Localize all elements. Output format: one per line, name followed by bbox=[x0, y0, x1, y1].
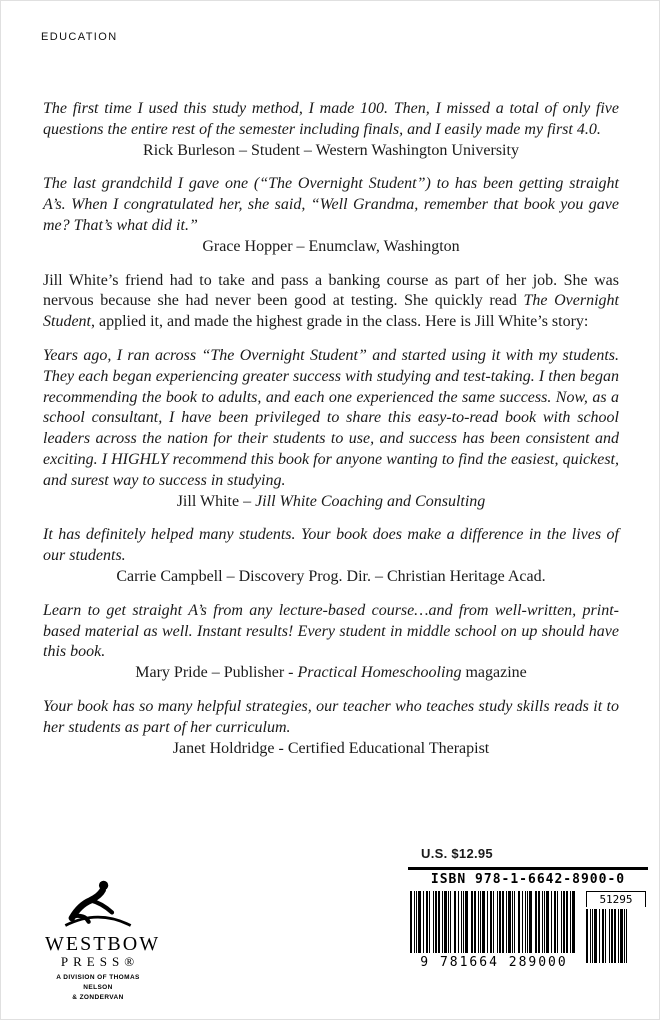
bar bbox=[518, 891, 520, 953]
testimonial-attribution bbox=[43, 237, 619, 258]
bar bbox=[426, 891, 428, 953]
bar bbox=[551, 891, 552, 953]
price-label: U.S. $12.95 bbox=[421, 846, 493, 861]
text-segment: Grace Hopper – Enumclaw, Washington bbox=[202, 237, 460, 255]
publisher-division-line1: A DIVISION OF THOMAS NELSON bbox=[56, 974, 140, 992]
text-segment: Rick Burleson – Student – Western Washington University bbox=[143, 141, 519, 159]
text-segment: Jill White Coaching and Consulting bbox=[255, 492, 486, 510]
bar bbox=[572, 891, 575, 953]
testimonial-attribution bbox=[43, 141, 619, 162]
bar bbox=[418, 891, 421, 953]
bar bbox=[410, 891, 412, 953]
text-segment: It has definitely helped many students. Your book does make a difference in the lives of our students. bbox=[43, 526, 619, 565]
bar bbox=[626, 909, 627, 963]
bar bbox=[465, 891, 468, 953]
bar bbox=[493, 891, 494, 953]
isbn-number: ISBN 978-1-6642-8900-0 bbox=[430, 872, 626, 887]
text-segment: The last grandchild I gave one (“The Overnight Student”) to has been getting straight A’s. When I congratulated her, she said, “Well Grandma, remember that book you gave me? That’s what did it.” bbox=[43, 175, 619, 234]
text-segment: , applied it, and made the highest grade in the class. Here is Jill White’s story: bbox=[91, 313, 589, 331]
bar bbox=[499, 891, 501, 953]
text-segment: Learn to get straight A’s from any lecture-based course…and from well-written, print-based material as well. Instant results! Every student in middle school on up should have this book. bbox=[43, 601, 619, 661]
testimonial-quote bbox=[43, 346, 619, 492]
bar bbox=[442, 891, 443, 953]
testimonial-quote bbox=[43, 601, 619, 663]
bar bbox=[594, 909, 597, 963]
category-label: EDUCATION bbox=[41, 31, 118, 43]
publisher-press: PRESS® bbox=[60, 954, 140, 969]
bar bbox=[482, 891, 485, 953]
bar bbox=[454, 891, 456, 953]
barcode-body bbox=[408, 891, 648, 970]
bar bbox=[435, 891, 437, 953]
publisher-name: WESTBOW bbox=[45, 933, 161, 955]
bar bbox=[508, 891, 511, 953]
bar bbox=[611, 909, 613, 963]
bar bbox=[450, 891, 451, 953]
publisher-division-line2: & ZONDERVAN bbox=[72, 993, 124, 1001]
text-segment: Carrie Campbell – Discovery Prog. Dir. – Christian Heritage Acad. bbox=[116, 567, 546, 585]
bar bbox=[542, 891, 543, 953]
text-segment: Your book has so many helpful strategies, our teacher who teaches study skills reads it to her students as part of her curriculum. bbox=[43, 697, 619, 736]
bar bbox=[461, 891, 462, 953]
bar bbox=[570, 891, 571, 953]
testimonial-attribution bbox=[43, 492, 619, 513]
testimonial-attribution bbox=[43, 663, 619, 684]
text-segment: magazine bbox=[461, 664, 527, 682]
bar bbox=[602, 909, 604, 963]
barcode-bars-icon bbox=[410, 891, 578, 953]
bar bbox=[592, 909, 593, 963]
testimonial-block bbox=[43, 99, 619, 161]
bar bbox=[544, 891, 545, 953]
bar bbox=[538, 891, 540, 953]
bar bbox=[529, 891, 532, 953]
bar bbox=[546, 891, 549, 953]
westbow-figure-icon bbox=[60, 877, 136, 933]
bar bbox=[502, 891, 504, 953]
bar bbox=[620, 909, 623, 963]
text-segment: Jill White’s friend had to take and pass a banking course as part of her job. She was nervous because she had never been good at testing. She quickly read bbox=[43, 271, 619, 310]
testimonial-attribution bbox=[43, 739, 619, 760]
bar bbox=[416, 891, 417, 953]
bar bbox=[480, 891, 481, 953]
testimonial-block bbox=[43, 525, 619, 587]
bar bbox=[561, 891, 562, 953]
testimonial-quote bbox=[43, 697, 619, 739]
bar bbox=[490, 891, 492, 953]
testimonials bbox=[43, 99, 619, 772]
text-segment: Practical Homeschooling bbox=[297, 664, 462, 682]
barcode-main bbox=[410, 891, 578, 970]
testimonial-block bbox=[43, 271, 619, 333]
bar bbox=[463, 891, 464, 953]
testimonial-quote bbox=[43, 271, 619, 333]
bar bbox=[433, 891, 434, 953]
text-segment: The Overnight Student bbox=[43, 292, 620, 331]
price-code: 51295 bbox=[586, 891, 646, 907]
bar bbox=[535, 891, 537, 953]
bar bbox=[497, 891, 498, 953]
testimonial-attribution bbox=[43, 567, 619, 588]
text-segment: Years ago, I ran across “The Overnight Student” and started using it with my students. They each began experiencing greater success with studying and test-taking. I then began recommending the book to adults, and each one experienced the same success. Now, as a school consultant, I have been privileged to share this easy-to-read book with school leaders across the nation for their students to use, and success has been consistent and exciting. I HIGHLY recommend this book for anyone wanting to find the easiest, quickest, and surest way to success in studying. bbox=[43, 346, 619, 489]
bar bbox=[614, 909, 616, 963]
bar bbox=[478, 891, 479, 953]
bar bbox=[444, 891, 447, 953]
bar bbox=[448, 891, 449, 953]
bar bbox=[474, 891, 476, 953]
barcode-block bbox=[408, 867, 648, 993]
bar bbox=[609, 909, 610, 963]
bar bbox=[557, 891, 558, 953]
bar bbox=[471, 891, 473, 953]
bar bbox=[429, 891, 430, 953]
testimonial-block bbox=[43, 601, 619, 684]
bar bbox=[618, 909, 619, 963]
bar bbox=[563, 891, 565, 953]
bar bbox=[527, 891, 528, 953]
bar bbox=[554, 891, 556, 953]
testimonial-block bbox=[43, 174, 619, 257]
testimonial-block bbox=[43, 697, 619, 759]
bar bbox=[566, 891, 568, 953]
bar bbox=[624, 909, 625, 963]
publisher-division bbox=[45, 973, 151, 1002]
text-segment: The first time I used this study method, I made 100. Then, I missed a total of only five questions the entire rest of the semester including finals, and I easily made my first 4.0. bbox=[43, 100, 619, 138]
bar bbox=[522, 891, 523, 953]
testimonial-block bbox=[43, 346, 619, 512]
bar bbox=[414, 891, 415, 953]
bar bbox=[590, 909, 591, 963]
bar bbox=[599, 909, 600, 963]
bar bbox=[605, 909, 606, 963]
ean-digits: 9 781664 289000 bbox=[420, 955, 568, 970]
bar bbox=[458, 891, 459, 953]
testimonial-quote bbox=[43, 174, 619, 236]
bar bbox=[512, 891, 513, 953]
text-segment: Janet Holdridge - Certified Educational Therapist bbox=[172, 739, 490, 757]
bar bbox=[438, 891, 440, 953]
text-segment: Mary Pride – Publisher - bbox=[135, 664, 298, 682]
testimonial-quote bbox=[43, 525, 619, 567]
barcode-supplement-bars-icon bbox=[586, 909, 644, 963]
barcode-supplement bbox=[586, 891, 646, 970]
bar bbox=[423, 891, 424, 953]
testimonial-quote bbox=[43, 99, 619, 141]
publisher-logo bbox=[45, 877, 161, 1003]
text-segment: Jill White – bbox=[176, 492, 256, 510]
bar bbox=[586, 909, 588, 963]
bar bbox=[514, 891, 515, 953]
bar bbox=[506, 891, 507, 953]
bar bbox=[487, 891, 488, 953]
bar bbox=[525, 891, 526, 953]
